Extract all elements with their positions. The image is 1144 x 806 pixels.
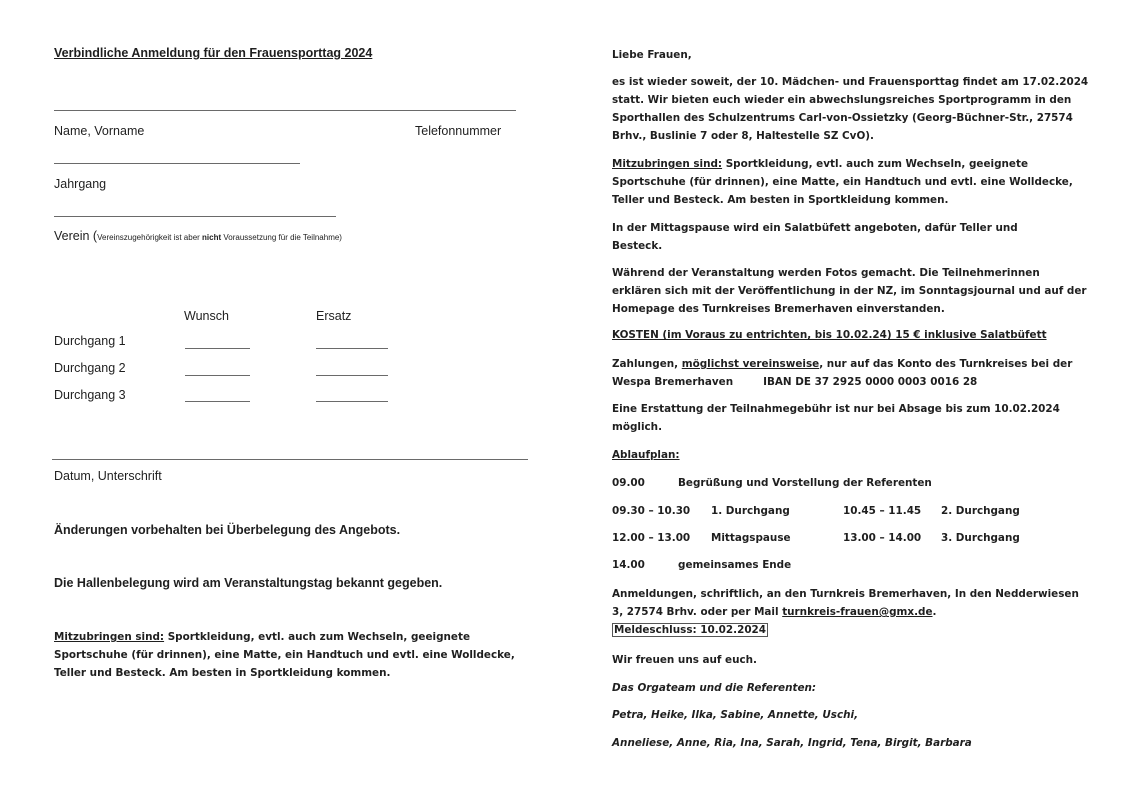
closing-line: Wir freuen uns auf euch. (612, 654, 758, 666)
costs-line: KOSTEN (im Voraus zu entrichten, bis 10.02.24) 15 € inklusive Salatbüfett (612, 329, 1047, 341)
name-label: Name, Vorname (54, 124, 145, 138)
bring-items-right (612, 155, 1097, 209)
iban: IBAN DE 37 2925 0000 0003 0016 28 (763, 376, 978, 388)
registration-paragraph (612, 585, 1092, 621)
bring-items-left (54, 628, 544, 682)
team-title: Das Orgateam und die Referenten: (612, 682, 817, 694)
lunch-paragraph: In der Mittagspause wird ein Salatbüfett angeboten, dafür Teller und Besteck. (612, 222, 1018, 252)
refund-paragraph: Eine Erstattung der Teilnahmegebühr ist nur bei Absage bis zum 10.02.2024 möglich. (612, 403, 1060, 433)
phone-label: Telefonnummer (415, 124, 502, 138)
schedule-round3-time: 13.00 – 14.00 (843, 532, 922, 544)
signature-label: Datum, Unterschrift (54, 469, 162, 483)
round-2-wish-field[interactable] (185, 375, 250, 376)
schedule-round2-time: 10.45 – 11.45 (843, 505, 922, 517)
round-2-alt-field[interactable] (316, 375, 388, 376)
club-label (54, 229, 342, 243)
bring-label-right: Mitzubringen sind: (612, 158, 723, 170)
schedule-round1-time: 09.30 – 10.30 (612, 505, 691, 517)
year-line[interactable] (54, 163, 300, 164)
greeting: Liebe Frauen, (612, 49, 692, 61)
round-2-label: Durchgang 2 (54, 361, 126, 375)
schedule-lunch-time: 12.00 – 13.00 (612, 532, 691, 544)
registration-text: Anmeldungen, schriftlich, an den Turnkreis Bremerhaven, In den Nedderwiesen 3, 27574 Brhv. oder per Mail (612, 588, 1079, 618)
team-names-line2: Anneliese, Anne, Ria, Ina, Sarah, Ingrid, Tena, Birgit, Barbara (612, 737, 972, 749)
round-1-label: Durchgang 1 (54, 334, 126, 348)
team-names-line1: Petra, Heike, Ilka, Sabine, Annette, Uschi, (612, 709, 859, 721)
email-link[interactable]: turnkreis-frauen@gmx.de (782, 606, 933, 618)
bring-text-left: Sportkleidung, evtl. auch zum Wechseln, geeignete Sportschuhe (für drinnen), eine Matte, ein Handtuch und evtl. eine Wolldecke, Teller und Besteck. Am besten in Sportkleidung kommen. (54, 631, 515, 679)
registration-end: . (932, 606, 937, 618)
schedule-welcome-text: Begrüßung und Vorstellung der Referenten (678, 477, 932, 489)
hall-assignment-note: Die Hallenbelegung wird am Veranstaltungstag bekannt gegeben. (54, 576, 443, 590)
alt-column-header: Ersatz (316, 309, 352, 323)
round-1-wish-field[interactable] (185, 348, 250, 349)
deadline-text: Meldeschluss: 10.02.2024 (614, 624, 767, 636)
signature-line[interactable] (52, 459, 528, 460)
name-phone-line[interactable] (54, 110, 516, 111)
bring-text-right: Sportkleidung, evtl. auch zum Wechseln, geeignete Sportschuhe (für drinnen), eine Matte, ein Handtuch und evtl. eine Wolldecke, Teller und Besteck. Am besten in Sportkleidung kommen. (612, 158, 1073, 206)
payment-emphasis: möglichst vereinsweise (681, 358, 820, 370)
wish-column-header: Wunsch (184, 309, 229, 323)
schedule-round1-text: 1. Durchgang (711, 505, 790, 517)
photos-paragraph: Während der Veranstaltung werden Fotos gemacht. Die Teilnehmerinnen erklären sich mit der Veröffentlichung in der NZ, im Sonntagsjournal und auf der Homepage des Turnkreises Bremerhaven einverstanden. (612, 267, 1087, 315)
round-3-wish-field[interactable] (185, 401, 250, 402)
schedule-round2-text: 2. Durchgang (941, 505, 1020, 517)
schedule-end-time: 14.00 (612, 559, 645, 571)
intro-paragraph: es ist wieder soweit, der 10. Mädchen- und Frauensporttag findet am 17.02.2024 statt. Wir bieten euch wieder ein abwechslungsreiches Sportprogramm in den Sporthallen des Schulzentrums Carl-von-Ossietzky (Georg-Büchner-Str., 27574 Brhv., Buslinie 7 oder 8, Haltestelle SZ CvO). (612, 76, 1089, 142)
club-note-suffix: Voraussetzung für die Teilnahme) (221, 233, 342, 242)
schedule-end-text: gemeinsames Ende (678, 559, 792, 571)
club-note-bold: nicht (202, 233, 222, 242)
bring-label-left: Mitzubringen sind: (54, 631, 165, 643)
payment-prefix: Zahlungen, (612, 358, 682, 370)
round-3-label: Durchgang 3 (54, 388, 126, 402)
schedule-lunch-text: Mittagspause (711, 532, 791, 544)
schedule-round3-text: 3. Durchgang (941, 532, 1020, 544)
round-3-alt-field[interactable] (316, 401, 388, 402)
schedule-title: Ablaufplan: (612, 449, 680, 461)
round-1-alt-field[interactable] (316, 348, 388, 349)
club-line[interactable] (54, 216, 336, 217)
club-note-prefix: Vereinszugehörigkeit ist aber (97, 233, 203, 242)
form-title: Verbindliche Anmeldung für den Frauensporttag 2024 (54, 46, 373, 60)
deadline-box (612, 624, 768, 636)
club-label-text: Verein ( (54, 229, 98, 243)
payment-paragraph (612, 355, 1102, 391)
overbooking-note: Änderungen vorbehalten bei Überbelegung des Angebots. (54, 523, 401, 537)
schedule-welcome-time: 09.00 (612, 477, 645, 489)
year-label: Jahrgang (54, 177, 107, 191)
payment-suffix: , nur auf das Konto des Turnkreises bei der Wespa Bremerhaven (612, 358, 1073, 388)
